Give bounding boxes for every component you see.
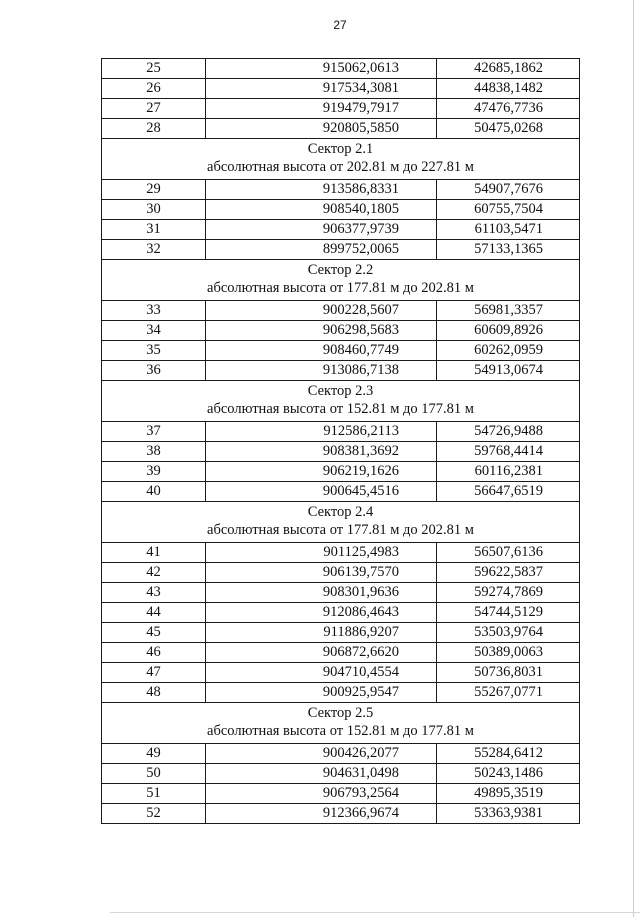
coordinates-table-body	[102, 59, 580, 824]
x-coordinate-cell: 900925,9547	[206, 683, 437, 703]
table-row	[102, 220, 580, 240]
table-row	[102, 240, 580, 260]
sector-header	[102, 381, 580, 422]
sector-altitude-range: абсолютная высота от 177.81 м до 202.81 м	[207, 280, 474, 296]
x-coordinate-cell: 908460,7749	[206, 341, 437, 361]
y-coordinate-cell: 54744,5129	[437, 603, 580, 623]
sector-altitude-range: абсолютная высота от 202.81 м до 227.81 м	[207, 159, 474, 175]
x-coordinate-cell: 904631,0498	[206, 764, 437, 784]
sector-name: Сектор 2.5	[307, 705, 374, 721]
y-coordinate-cell: 56507,6136	[437, 543, 580, 563]
y-coordinate-cell: 60609,8926	[437, 321, 580, 341]
sector-header	[102, 502, 580, 543]
x-coordinate-cell: 913586,8331	[206, 180, 437, 200]
sector-header-row	[102, 703, 580, 744]
x-coordinate-cell: 906377,9739	[206, 220, 437, 240]
y-coordinate-cell: 47476,7736	[437, 99, 580, 119]
point-number-cell: 51	[102, 784, 206, 804]
x-coordinate-cell: 908381,3692	[206, 442, 437, 462]
sector-name: Сектор 2.1	[307, 141, 374, 157]
sector-header	[102, 703, 580, 744]
x-coordinate-cell: 906793,2564	[206, 784, 437, 804]
table-row	[102, 683, 580, 703]
point-number-cell: 39	[102, 462, 206, 482]
x-coordinate-cell: 912366,9674	[206, 804, 437, 824]
point-number-cell: 34	[102, 321, 206, 341]
point-number-cell: 52	[102, 804, 206, 824]
table-row	[102, 603, 580, 623]
point-number-cell: 29	[102, 180, 206, 200]
table-row	[102, 59, 580, 79]
page-edge-bottom	[110, 912, 640, 913]
table-row	[102, 623, 580, 643]
y-coordinate-cell: 44838,1482	[437, 79, 580, 99]
point-number-cell: 37	[102, 422, 206, 442]
table-row	[102, 422, 580, 442]
table-row	[102, 764, 580, 784]
point-number-cell: 49	[102, 744, 206, 764]
x-coordinate-cell: 920805,5850	[206, 119, 437, 139]
table-row	[102, 301, 580, 321]
table-row	[102, 462, 580, 482]
point-number-cell: 40	[102, 482, 206, 502]
x-coordinate-cell: 901125,4983	[206, 543, 437, 563]
x-coordinate-cell: 900426,2077	[206, 744, 437, 764]
y-coordinate-cell: 56981,3357	[437, 301, 580, 321]
table-row	[102, 543, 580, 563]
table-row	[102, 643, 580, 663]
y-coordinate-cell: 61103,5471	[437, 220, 580, 240]
x-coordinate-cell: 906219,1626	[206, 462, 437, 482]
sector-header-row	[102, 381, 580, 422]
sector-header	[102, 139, 580, 180]
point-number-cell: 44	[102, 603, 206, 623]
sector-name: Сектор 2.3	[307, 383, 374, 399]
y-coordinate-cell: 50243,1486	[437, 764, 580, 784]
coordinates-table	[101, 58, 580, 824]
y-coordinate-cell: 49895,3519	[437, 784, 580, 804]
x-coordinate-cell: 917534,3081	[206, 79, 437, 99]
x-coordinate-cell: 911886,9207	[206, 623, 437, 643]
x-coordinate-cell: 904710,4554	[206, 663, 437, 683]
sector-altitude-range: абсолютная высота от 152.81 м до 177.81 м	[207, 723, 474, 739]
table-row	[102, 563, 580, 583]
table-row	[102, 442, 580, 462]
x-coordinate-cell: 919479,7917	[206, 99, 437, 119]
y-coordinate-cell: 59274,7869	[437, 583, 580, 603]
y-coordinate-cell: 54913,0674	[437, 361, 580, 381]
sector-altitude-range: абсолютная высота от 177.81 м до 202.81 м	[207, 522, 474, 538]
y-coordinate-cell: 60262,0959	[437, 341, 580, 361]
table-row	[102, 119, 580, 139]
table-row	[102, 180, 580, 200]
point-number-cell: 36	[102, 361, 206, 381]
sector-header-row	[102, 260, 580, 301]
y-coordinate-cell: 59622,5837	[437, 563, 580, 583]
table-row	[102, 99, 580, 119]
x-coordinate-cell: 900228,5607	[206, 301, 437, 321]
sector-name: Сектор 2.2	[307, 262, 374, 278]
sector-header-row	[102, 502, 580, 543]
y-coordinate-cell: 59768,4414	[437, 442, 580, 462]
point-number-cell: 35	[102, 341, 206, 361]
table-row	[102, 79, 580, 99]
x-coordinate-cell: 913086,7138	[206, 361, 437, 381]
sector-header	[102, 260, 580, 301]
table-row	[102, 804, 580, 824]
page-edge-right	[633, 0, 634, 917]
table-row	[102, 583, 580, 603]
table-row	[102, 482, 580, 502]
y-coordinate-cell: 57133,1365	[437, 240, 580, 260]
point-number-cell: 27	[102, 99, 206, 119]
y-coordinate-cell: 50389,0063	[437, 643, 580, 663]
point-number-cell: 50	[102, 764, 206, 784]
y-coordinate-cell: 56647,6519	[437, 482, 580, 502]
point-number-cell: 28	[102, 119, 206, 139]
y-coordinate-cell: 53363,9381	[437, 804, 580, 824]
y-coordinate-cell: 53503,9764	[437, 623, 580, 643]
sector-name: Сектор 2.4	[307, 504, 374, 520]
sector-altitude-range: абсолютная высота от 152.81 м до 177.81 м	[207, 401, 474, 417]
x-coordinate-cell: 899752,0065	[206, 240, 437, 260]
y-coordinate-cell: 42685,1862	[437, 59, 580, 79]
point-number-cell: 26	[102, 79, 206, 99]
table-row	[102, 744, 580, 764]
point-number-cell: 25	[102, 59, 206, 79]
point-number-cell: 45	[102, 623, 206, 643]
point-number-cell: 38	[102, 442, 206, 462]
x-coordinate-cell: 906872,6620	[206, 643, 437, 663]
y-coordinate-cell: 60755,7504	[437, 200, 580, 220]
table-row	[102, 784, 580, 804]
sector-header-row	[102, 139, 580, 180]
y-coordinate-cell: 50475,0268	[437, 119, 580, 139]
y-coordinate-cell: 54907,7676	[437, 180, 580, 200]
point-number-cell: 42	[102, 563, 206, 583]
y-coordinate-cell: 60116,2381	[437, 462, 580, 482]
point-number-cell: 41	[102, 543, 206, 563]
y-coordinate-cell: 54726,9488	[437, 422, 580, 442]
point-number-cell: 33	[102, 301, 206, 321]
x-coordinate-cell: 906139,7570	[206, 563, 437, 583]
page-number: 27	[333, 18, 347, 32]
x-coordinate-cell: 912586,2113	[206, 422, 437, 442]
table-row	[102, 361, 580, 381]
point-number-cell: 47	[102, 663, 206, 683]
table-row	[102, 200, 580, 220]
point-number-cell: 31	[102, 220, 206, 240]
table-row	[102, 321, 580, 341]
table-row	[102, 341, 580, 361]
x-coordinate-cell: 908540,1805	[206, 200, 437, 220]
x-coordinate-cell: 908301,9636	[206, 583, 437, 603]
y-coordinate-cell: 50736,8031	[437, 663, 580, 683]
point-number-cell: 46	[102, 643, 206, 663]
y-coordinate-cell: 55284,6412	[437, 744, 580, 764]
x-coordinate-cell: 915062,0613	[206, 59, 437, 79]
x-coordinate-cell: 906298,5683	[206, 321, 437, 341]
point-number-cell: 30	[102, 200, 206, 220]
x-coordinate-cell: 912086,4643	[206, 603, 437, 623]
x-coordinate-cell: 900645,4516	[206, 482, 437, 502]
point-number-cell: 48	[102, 683, 206, 703]
y-coordinate-cell: 55267,0771	[437, 683, 580, 703]
table-row	[102, 663, 580, 683]
point-number-cell: 32	[102, 240, 206, 260]
point-number-cell: 43	[102, 583, 206, 603]
